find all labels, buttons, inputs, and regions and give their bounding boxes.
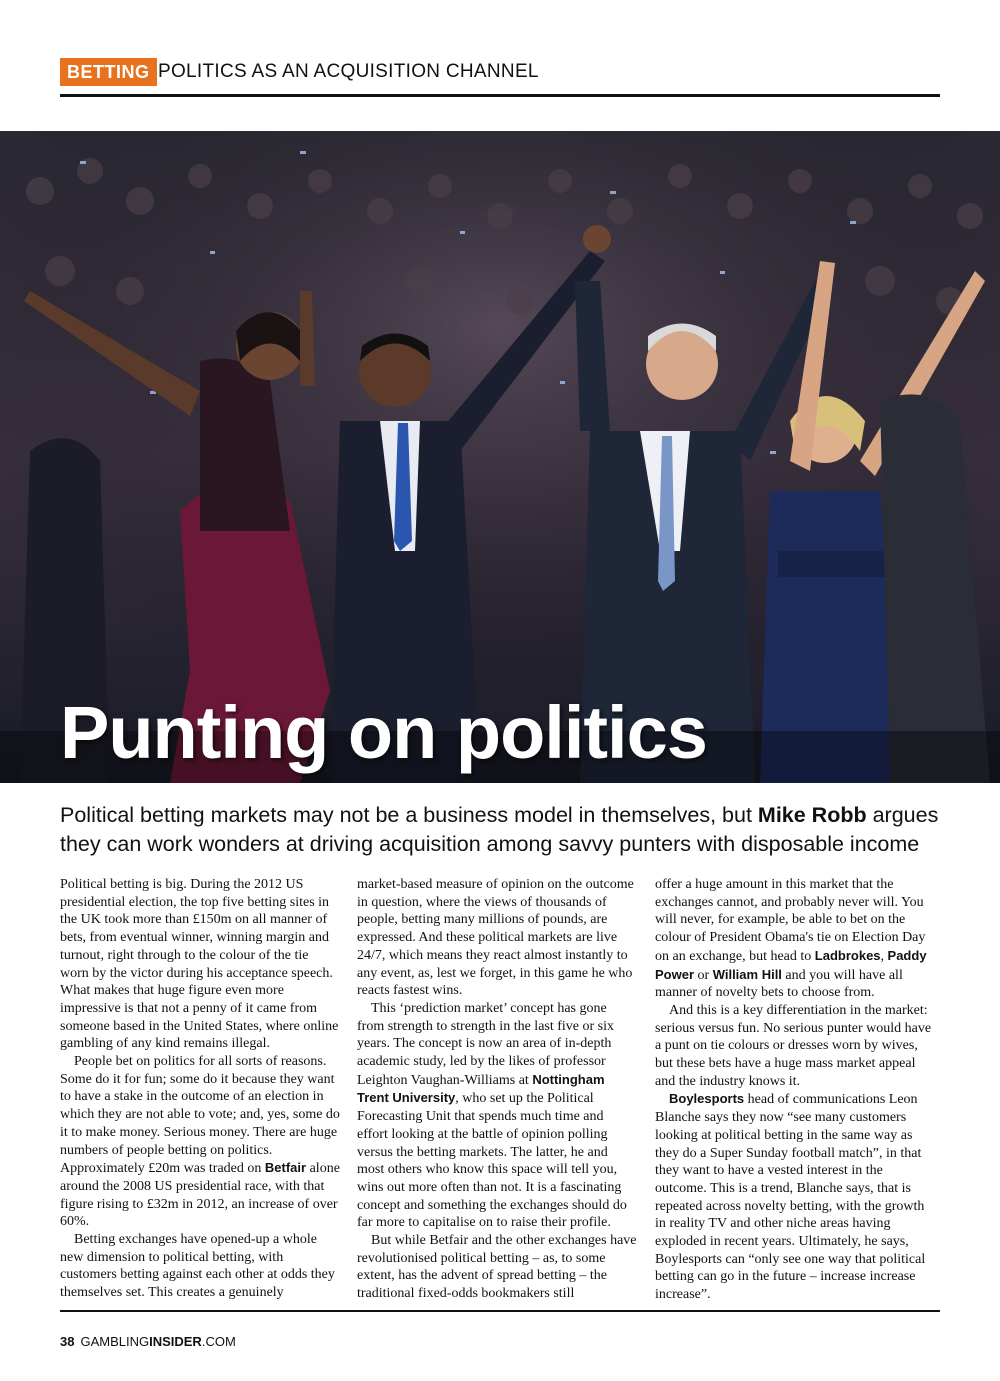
hero-photo <box>0 131 1000 783</box>
headline: Punting on politics <box>60 691 707 774</box>
company-name: Ladbrokes <box>814 947 881 963</box>
company-name: Boylesports <box>669 1091 745 1107</box>
paragraph-text: , <box>880 948 888 964</box>
company-name: Paddy Power <box>655 947 927 982</box>
page-footer <box>60 1334 236 1349</box>
header-rule <box>60 94 940 97</box>
article-column-1 <box>60 876 340 1302</box>
brand-bold: INSIDER <box>149 1334 202 1349</box>
brand-suffix: .COM <box>201 1334 236 1349</box>
paragraph: Political betting is big. During the 2012 US presidential election, the top five betting sites in the UK took more than £150m on all manner of bets, from eventual winner, winning margin and turnout, right through to the colour of the tie worn by the victor during his acceptance speech. What makes that huge figure even more impressive is that not a penny of it came from someone based in the United States, where online gambling of any kind remains illegal. <box>60 877 339 1052</box>
paragraph: Betting exchanges have opened-up a whole new dimension to political betting, with customers betting against each other at odds they themselves set. This creates a genuinely <box>60 1232 335 1301</box>
paragraph-text: offer a huge amount in this market that the exchanges cannot, and probably never will. You will never, for example, be able to bet on the colour of President Obama's tie on Election Day on an exchange, but head to <box>655 877 926 964</box>
paragraph <box>655 1090 935 1303</box>
page-number: 38 <box>60 1334 75 1349</box>
author-name: Mike Robb <box>757 803 867 827</box>
paragraph-text: and you will have all manner of novelty bets to choose from. <box>655 967 903 1001</box>
section-title: POLITICS AS AN ACQUISITION CHANNEL <box>158 61 539 82</box>
paragraph: market-based measure of opinion on the outcome in question, where the views of thousands of people, betting many millions of pounds, are expressed. And these political markets are live 24/7, which means they react almost instantly to any event, as, lest we forget, in this game he who reacts fastest wins. <box>357 877 634 999</box>
article-column-3 <box>655 876 935 1304</box>
standfirst-text: Political betting markets may not be a business model in themselves, but <box>60 803 758 827</box>
paragraph <box>60 1053 340 1231</box>
company-name: Betfair <box>264 1160 307 1176</box>
company-name: William Hill <box>712 966 782 982</box>
paragraph-text: or <box>694 967 713 983</box>
university-name: Nottingham Trent University <box>357 1071 605 1106</box>
article-column-2 <box>357 876 637 1303</box>
hero-photo-illustration <box>0 131 1000 783</box>
paragraph-text: head of communications Leon Blanche says they now “see many customers looking at political betting in the same way as they do a Super Sunday football match”, in that they want to have a vested interest in the outcome. This is a trend, Blanche says, that is repeated across novelty betting, with the growth in reality TV and other niche areas having exploded in recent years. Ultimately, he says, Boylesports can “only see one way that political betting can go in the future – increase increase increase”. <box>655 1092 926 1303</box>
paragraph-text: This ‘prediction market’ concept has gone from strength to strength in the last five or six years. The concept is now an area of in-depth academic study, led by the likes of professor Leighton Vaughan-Williams at <box>357 1000 615 1088</box>
footer-rule <box>60 1310 940 1312</box>
paragraph <box>357 1000 637 1232</box>
page-header <box>60 58 940 86</box>
standfirst <box>60 801 960 859</box>
brand-prefix: GAMBLING <box>80 1334 150 1349</box>
paragraph-text: alone around the 2008 US presidential race, with that figure rising to £32m in 2012, an increase of over 60%. <box>60 1161 340 1230</box>
paragraph-text: People bet on politics for all sorts of reasons. Some do it for fun; some do it because they want to have a stake in the outcome of an election in which they are not able to vote; and, yes, some do it to make money. Serious money. There are huge numbers of people betting on politics. Approximately £20m was traded on <box>60 1054 340 1177</box>
section-tag: BETTING <box>60 58 157 86</box>
paragraph: And this is a key differentiation in the market: serious versus fun. No serious punter would have a punt on tie colours or dresses worn by wives, but these bets have a huge mass market appeal and the industry knows it. <box>655 1002 932 1089</box>
paragraph-text: , who set up the Political Forecasting Unit that spends much time and effort looking at the battle of opinion polling versus the betting markets. The latter, he and most others who know this space will tell you, wins out more often than not. It is a fascinating concept and something the exchanges should do far more to capitalise on to raise their profile. <box>357 1091 627 1231</box>
paragraph <box>655 876 935 1002</box>
paragraph: But while Betfair and the other exchanges have revolutionised political betting – as, to some extent, has the advent of spread betting – the traditional fixed-odds bookmakers still <box>357 1233 637 1302</box>
standfirst-text-end: argues they can work wonders at driving acquisition among savvy punters with disposable income <box>60 803 939 856</box>
